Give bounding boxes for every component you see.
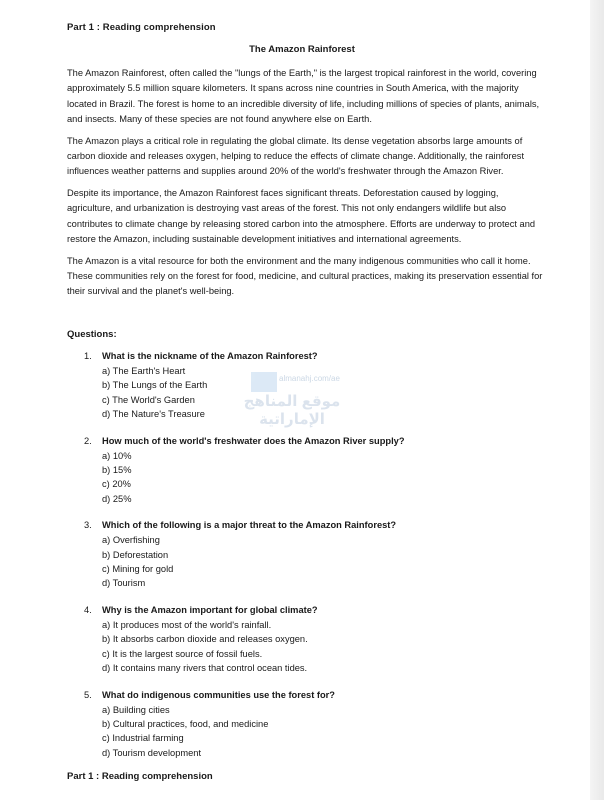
option-d: d) Tourism [102,578,146,589]
option-d: d) Tourism development [102,747,202,758]
question-text: Which of the following is a major threat to the Amazon Rainforest? [102,520,397,531]
next-section-header: Part 1 : Reading comprehension [67,771,213,782]
option-d: d) The Nature's Treasure [102,408,205,419]
question-2 [84,434,544,506]
question-number: 4. [84,605,92,616]
option-a: a) Overfishing [102,535,160,546]
question-4 [84,603,544,675]
option-b: b) It absorbs carbon dioxide and releases oxygen. [102,634,308,645]
option-b: b) The Lungs of the Earth [102,380,208,391]
watermark-url: almanahj.com/ae [279,374,340,383]
question-text: What do indigenous communities use the forest for? [102,689,335,700]
option-b: b) Deforestation [102,549,169,560]
option-d: d) 25% [102,493,132,504]
option-c: c) Mining for gold [102,563,174,574]
question-number: 1. [84,351,92,361]
option-a: a) Building cities [102,704,170,715]
passage-title: The Amazon Rainforest [249,44,355,55]
passage-paragraph-4: The Amazon is a vital resource for both the environment and the many indigenous communities who call it home. These communities rely on the forest for food, medicine, and cultural practices, making its preservation essential for their survival and the planet's well-being. [67,255,543,297]
option-b: b) Cultural practices, food, and medicine [102,719,269,730]
watermark-title: موقع المناهج الإماراتية [243,393,341,428]
question-number: 5. [84,689,92,700]
watermark-logo-icon [251,372,277,392]
question-number: 3. [84,520,92,531]
option-c: c) Industrial farming [102,733,184,744]
option-a: a) It produces most of the world's rainfall. [102,620,272,631]
question-5 [84,688,544,760]
option-a: a) 10% [102,450,132,461]
option-c: c) It is the largest source of fossil fuels. [102,648,263,659]
passage-paragraph-2: The Amazon plays a critical role in regulating the global climate. Its dense vegetation absorbs large amounts of carbon dioxide and releases oxygen, helping to reduce the effects of climate change. Additionally, the rainforest influences weather patterns and supplies around 20% of the world's freshwater through the Amazon River. [67,135,525,177]
site-watermark [227,370,357,428]
question-text: How much of the world's freshwater does the Amazon River supply? [102,435,405,446]
questions-heading: Questions: [67,329,117,340]
page-edge-shadow [590,0,604,800]
option-a: a) The Earth's Heart [102,366,186,376]
option-b: b) 15% [102,464,132,475]
passage-body [67,66,545,306]
option-c: c) The World's Garden [102,394,195,405]
option-c: c) 20% [102,479,131,490]
question-number: 2. [84,435,92,446]
passage-paragraph-1: The Amazon Rainforest, often called the "lungs of the Earth," is the largest tropical rainforest in the world, covering approximately 5.5 million square kilometers. It spans across nine countries in South America, with the majority located in Brazil. The forest is home to an incredible diversity of life, including millions of species of plants, animals, and insects. Many of these species are not found anywhere else on Earth. [67,68,540,124]
option-d: d) It contains many rivers that control ocean tides. [102,662,308,673]
question-text: What is the nickname of the Amazon Rainforest? [102,351,318,361]
section-header: Part 1 : Reading comprehension [67,22,216,33]
passage-paragraph-3: Despite its importance, the Amazon Rainforest faces significant threats. Deforestation caused by logging, agriculture, and urbanization is destroying vast areas of the forest. This not only endangers wildlife but also contributes to climate change by releasing stored carbon into the atmosphere. Efforts are underway to protect and restore the Amazon, including sustainable development initiatives and international agreements. [67,188,536,244]
question-text: Why is the Amazon important for global climate? [102,605,318,616]
question-3 [84,518,544,590]
